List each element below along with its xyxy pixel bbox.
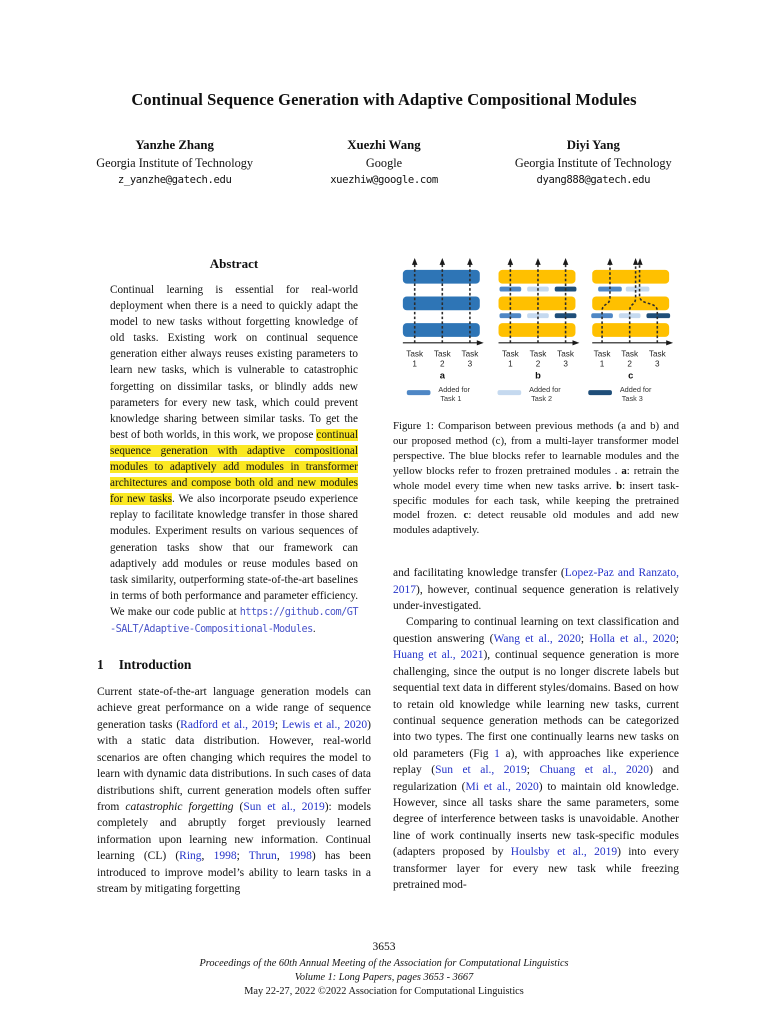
task-number: 1 bbox=[412, 359, 417, 369]
text-segment: ) with a static data distribution. However, real-world scenarios are often changing which requires the model to learn with dynamic data distributions. In such cases of data distributions shift, current generation models often suffer from bbox=[97, 718, 371, 813]
svg-text:Task 3 bbox=[622, 394, 643, 403]
arrow-head-icon bbox=[467, 258, 473, 265]
page-title: Continual Sequence Generation with Adaptive Compositional Modules bbox=[131, 90, 637, 109]
figure-1-caption bbox=[393, 419, 679, 538]
arrow-head-icon bbox=[508, 258, 514, 265]
legend-label: Task 2 bbox=[531, 394, 553, 404]
code-repo-link[interactable]: https://github.com/GT-SALT/Adaptive-Compositional-Modules bbox=[110, 606, 358, 635]
abstract-heading: Abstract bbox=[209, 256, 259, 271]
panel-letter: b bbox=[535, 370, 541, 381]
legend-swatch-task3 bbox=[588, 390, 612, 395]
citation-link[interactable]: Thrun bbox=[248, 850, 277, 863]
italic-text: catastrophic forgetting bbox=[125, 800, 234, 813]
svg-text:Added for bbox=[438, 385, 470, 394]
author-block bbox=[74, 138, 275, 186]
axis-arrow-icon bbox=[572, 340, 579, 345]
right-column-text bbox=[393, 565, 679, 893]
legend-swatch-task1 bbox=[407, 390, 431, 395]
bold-text: b bbox=[616, 479, 623, 492]
legend-label: Added for bbox=[619, 385, 652, 395]
text-segment: . bbox=[312, 622, 316, 635]
arrow-head-icon bbox=[563, 258, 569, 265]
page-number: 3653 bbox=[372, 941, 396, 953]
citation-link[interactable]: Wang et al., 2020 bbox=[493, 632, 581, 645]
author-name: Xuezhi Wang bbox=[347, 138, 421, 152]
text-segment: ) into every transformer layer for every new task while freezing pretrained mod- bbox=[393, 846, 679, 891]
learnable-block bbox=[403, 270, 480, 284]
text-segment: ), continual sequence generation is more challenging, since the output is no longer discrete labels but sequential text data in different styles/domains. Based on how to retain old knowledge while learning new tasks, current continual sequence generation methods can be categorized into two types. The first one continually learns new tasks on old parameters (Fig bbox=[393, 649, 679, 760]
text-segment: : retrain the whole model every time when new tasks arrive. bbox=[393, 464, 679, 492]
text-segment: . We also incorporate pseudo experience replay to facilitate knowledge transfer in those shared modules. Experiment results on various sequences of generation tasks show that our framework can adaptively add modules or reuse modules based on task similarity, outperforming state-of-the-art baselines in terms of both performance and parameter efficiency. We make our code public at bbox=[110, 493, 358, 618]
section-title: Introduction bbox=[118, 657, 192, 673]
adapter-task2 bbox=[626, 287, 650, 292]
citation-link[interactable]: Mi et al., 2020 bbox=[465, 780, 539, 793]
task-label: Task bbox=[529, 349, 547, 359]
task-label: Task bbox=[461, 349, 479, 359]
text-segment: ) and regularization ( bbox=[393, 764, 679, 793]
arrow-head-icon bbox=[440, 258, 446, 265]
author-block bbox=[493, 138, 694, 186]
citation-link[interactable]: Holla et al., 2020 bbox=[589, 632, 676, 645]
task-label: Task bbox=[648, 349, 666, 359]
text-segment: a), with approaches like experience replay ( bbox=[393, 747, 679, 777]
panel-letter: c bbox=[628, 370, 634, 381]
task-number: 3 bbox=[655, 359, 660, 369]
figure-ref-link[interactable]: 1 bbox=[494, 747, 500, 760]
task-label: Task bbox=[557, 349, 574, 359]
citation-link[interactable]: Radford et al., 2019 bbox=[180, 718, 275, 731]
author-affiliation: Georgia Institute of Technology bbox=[514, 156, 672, 170]
legend-label: Added for bbox=[438, 385, 470, 395]
body-paragraph bbox=[393, 614, 679, 893]
text-segment: ) to maintain old knowledge. However, since all tasks share the same parameters, some degree of interference between tasks is unavoidable. Another line of work continually inserts new task-specific modules (adapters proposed by bbox=[393, 780, 679, 859]
legend-swatch-task2 bbox=[498, 390, 522, 395]
bold-text: a bbox=[621, 464, 627, 477]
footer-volume: Volume 1: Long Papers, pages 3653 - 3667 bbox=[294, 972, 474, 983]
frozen-block bbox=[499, 270, 576, 284]
author-email: dyang888@gatech.edu bbox=[536, 174, 651, 186]
arrow-head-icon bbox=[412, 258, 418, 265]
text-segment: Figure 1: Comparison between previous methods (a and b) and our proposed method (c), from a multi-layer transformer model perspective. The blue blocks refer to learnable modules and the yellow blocks refer to frozen pretrained modules . bbox=[393, 420, 679, 477]
intro-paragraph bbox=[97, 684, 371, 897]
citation-link[interactable]: 1998 bbox=[288, 850, 312, 863]
learnable-block bbox=[403, 323, 480, 337]
adapter-task3 bbox=[646, 313, 670, 318]
citation-link[interactable]: 1998 bbox=[213, 850, 237, 863]
citation-link[interactable]: Chuang et al., 2020 bbox=[539, 764, 650, 777]
figure-panel-b bbox=[499, 258, 580, 380]
task-label: Task bbox=[621, 349, 639, 359]
figure-legend bbox=[407, 385, 652, 403]
author-block bbox=[283, 138, 484, 186]
arrow-head-icon bbox=[607, 258, 613, 265]
frozen-block bbox=[592, 270, 669, 284]
text-segment: ; bbox=[580, 632, 590, 645]
text-segment: ( bbox=[233, 800, 244, 813]
author-name: Diyi Yang bbox=[566, 138, 620, 152]
text-segment: ; bbox=[526, 764, 540, 777]
author-email: xuezhiw@google.com bbox=[330, 174, 438, 186]
citation-link[interactable]: Houlsby et al., 2019 bbox=[510, 846, 618, 859]
arrow-head-icon bbox=[535, 258, 541, 265]
citation-link[interactable]: Sun et al., 2019 bbox=[243, 800, 325, 813]
text-segment: , bbox=[201, 850, 214, 863]
citation-link[interactable]: Sun et al., 2019 bbox=[435, 764, 527, 777]
body-paragraph bbox=[393, 565, 679, 614]
author-affiliation: Georgia Institute of Technology bbox=[96, 156, 254, 170]
text-segment: Current state-of-the-art language generation models can achieve great performance on a wide range of sequence generation tasks ( bbox=[97, 686, 371, 731]
citation-link[interactable]: Huang et al., 2021 bbox=[393, 649, 484, 662]
author-row bbox=[74, 138, 694, 186]
svg-text:Task 1 bbox=[440, 394, 461, 403]
author-email: z_yanzhe@gatech.edu bbox=[117, 174, 232, 186]
task-number: 1 bbox=[599, 359, 605, 369]
text-segment: ), however, continual sequence generation is relatively under-investigated. bbox=[393, 583, 679, 613]
panel-letter: a bbox=[439, 370, 445, 381]
text-segment: ) has been introduced to improve model’s ability to learn tasks in a stream by mitigating forgetting bbox=[97, 850, 372, 895]
bold-text: c bbox=[463, 509, 469, 522]
footer-copyright: May 22-27, 2022 ©2022 Association for Computational Linguistics bbox=[244, 986, 524, 997]
task-label: Task bbox=[406, 349, 424, 359]
text-segment: ; bbox=[274, 718, 282, 731]
task-label: Task bbox=[593, 349, 611, 359]
left-column bbox=[97, 256, 371, 944]
legend-label: Added for bbox=[529, 385, 561, 395]
text-segment: : insert task-specific modules for each task, while keeping the pretrained model frozen. bbox=[393, 479, 679, 522]
task-number: 3 bbox=[563, 359, 568, 369]
svg-text:Added for bbox=[529, 385, 561, 394]
svg-text:Task 2 bbox=[531, 394, 552, 403]
frozen-block bbox=[499, 323, 576, 337]
frozen-block bbox=[592, 323, 669, 337]
section-heading-introduction bbox=[97, 657, 371, 673]
task-number: 2 bbox=[535, 359, 541, 369]
task-number: 3 bbox=[467, 359, 473, 369]
highlighted-text: continual sequence generation with adaptive compositional modules to adaptively add modules in transformer architectures and compose both old and new modules for new tasks bbox=[110, 428, 358, 506]
svg-text:Added for bbox=[620, 385, 652, 394]
legend-label: Task 1 bbox=[440, 394, 462, 404]
axis-arrow-icon bbox=[477, 340, 484, 345]
task-label: Task bbox=[433, 349, 451, 359]
citation-link[interactable]: Lopez-Paz and Ranzato, 2017 bbox=[393, 567, 679, 596]
text-segment: ): models completely and abruptly forget previously learned information upon learning new information. Continual learning (CL) ( bbox=[97, 800, 371, 863]
task-label: Task bbox=[501, 349, 519, 359]
section-number: 1 bbox=[97, 657, 104, 673]
text-segment: and facilitating knowledge transfer ( bbox=[393, 567, 565, 580]
task-number: 2 bbox=[440, 359, 445, 369]
figure-1-graphic bbox=[393, 255, 679, 405]
text-segment: Comparing to continual learning on text classification and question answering ( bbox=[393, 616, 679, 645]
citation-link[interactable]: Lewis et al., 2020 bbox=[282, 718, 368, 731]
author-name: Yanzhe Zhang bbox=[135, 138, 214, 152]
author-affiliation: Google bbox=[365, 156, 403, 170]
text-segment: , bbox=[276, 850, 289, 863]
text-segment: : detect reusable old modules and add new modules adaptively. bbox=[393, 509, 679, 537]
task-number: 1 bbox=[508, 359, 513, 369]
legend-label: Task 3 bbox=[621, 394, 643, 404]
arrow-head-icon bbox=[633, 258, 638, 265]
footer-proceedings: Proceedings of the 60th Annual Meeting of the Association for Computational Linguistics bbox=[199, 958, 569, 969]
figure-panel-c bbox=[591, 258, 673, 380]
task-number: 2 bbox=[627, 359, 632, 369]
arrow-head-icon bbox=[637, 258, 642, 265]
abstract-paragraph bbox=[110, 282, 358, 638]
citation-link[interactable]: Ring bbox=[179, 850, 202, 863]
text-segment: ; bbox=[236, 850, 249, 863]
text-segment: Continual learning is essential for real-world deployment when there is a need to quickly adapt the model to new tasks without forgetting knowledge of old tasks. Existing work on continual sequence generation either always reuses existing parameters to learn new tasks, which is vulnerable to catastrophic forgetting on dissimilar tasks, or blindly adds new parameters for every new task, which could prevent knowledge sharing between similar tasks. To get the best of both worlds, in this work, we propose bbox=[110, 284, 358, 441]
right-column bbox=[393, 255, 679, 945]
axis-arrow-icon bbox=[666, 340, 673, 345]
figure-1 bbox=[393, 255, 679, 538]
text-segment: ; bbox=[675, 632, 679, 645]
figure-panel-a bbox=[403, 258, 484, 380]
